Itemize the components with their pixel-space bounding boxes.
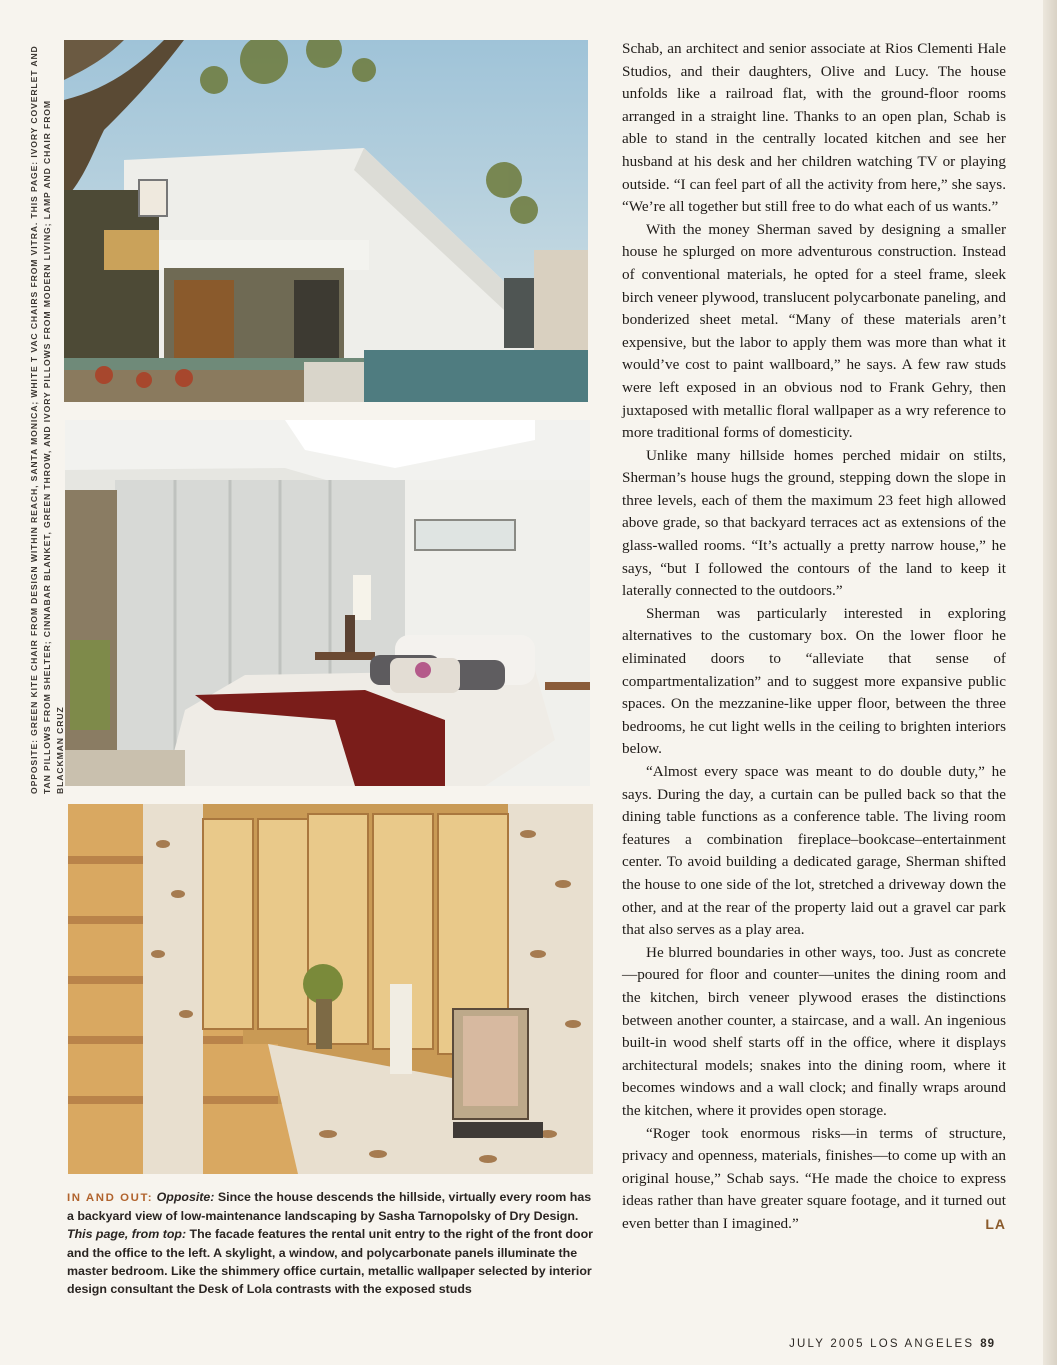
photo-caption [67,1188,595,1298]
caption-this-page-text: The facade features the rental unit entry to the right of the front door and the office to the left. A skylight, a window, and polycarbonate panels illuminate the master bedroom. Like the shimmery office curtain, metallic wallpaper selected by interior design consultant the Desk of Lola contrasts with the exposed studs [67,1227,593,1297]
article-paragraph: “Almost every space was meant to do double duty,” he says. During the day, a curtain can be pulled back so that the dining table functions as a conference table. The living room features a combination fireplace–bookcase–entertainment center. To avoid building a dedicated garage, Sherman shifted the house to one side of the lot, stretched a driveway down the other, and at the rear of the property laid out a gravel car park that also serves as a play area. [622,763,1006,939]
article-paragraph: He blurred boundaries in other ways, too. Just as concrete—poured for floor and counter—unites the dining room and the kitchen, birch veneer plywood erases the distinctions between another counter, a staircase, and a wall. An ingenious built-in wood shelf starts off in the office, where it displays architectural models; snakes into the dining room, where it becomes windows and a wall clock; and finally wraps around the kitchen, where it provides open storage. [622,943,1006,1119]
article-body [622,38,1006,1235]
article-paragraph: With the money Sherman saved by designing a smaller house he splurged on more adventurous construction. Instead of conventional materials, he opted for a steel frame, sleek birch veneer plywood, translucent polycarbonate paneling, and bonderized sheet metal. “Many of these materials aren’t expensive, but the labor to apply them was more than what it would’ve cost to paint wallboard,” he says. A few raw studs were left exposed in an obvious nod to Frank Gehry, then juxtaposed with metallic floral wallpaper as a wry reference to more traditional forms of domesticity. [622,220,1006,442]
caption-lead: IN AND OUT: [67,1192,154,1204]
caption-this-page-label: This page, from top: [67,1227,187,1242]
photo-credit: OPPOSITE: GREEN KITE CHAIR FROM DESIGN WITHIN REACH, SANTA MONICA; WHITE T VAC CHAIRS FROM VITRA. THIS PAGE: IVORY COVERLET AND TAN PILLOWS FROM SHELTER; CINNABAR BLANKET, GREEN THROW, AND IVORY PILLOWS FROM MODERN LIVING; LAMP AND CHAIR FROM BLACKMAN CRUZ [29,45,65,794]
folio-issue: JULY 2005 LOS ANGELES [789,1338,975,1350]
article-paragraph: Sherman was particularly interested in exploring alternatives to the customary box. On the lower floor he eliminated doors to “alleviate that sense of compartmentalization” and to suggest more expansive public spaces. On the mezzanine-like upper floor, between the three bedrooms, he cut light wells in the ceiling to brighten interiors below. [622,604,1006,758]
page-edge [1043,0,1057,1365]
caption-opposite-text: Since the house descends the hillside, virtually every room has a backyard view of low-maintenance landscaping by Sasha Tarnopolsky of Dry Design. [67,1190,592,1224]
caption-opposite-label: Opposite: [156,1190,215,1204]
article-paragraph: Schab, an architect and senior associate at Rios Clementi Hale Studios, and their daughters, Olive and Lucy. The house unfolds like a railroad flat, with the ground-floor rooms arranged in a straight line. Thanks to an open plan, Schab is able to stand in the centrally located kitchen and see her husband at his desk and her children watching TV or playing outside. “I can feel part of all the activity from here,” she says. “We’re all together but still free to do what each of us wants.” [622,40,1006,216]
facade-photo [64,40,588,402]
article-paragraph-text: “Roger took enormous risks—in terms of structure, privacy and openness, materials, finishes—to come up with an original house,” Schab says. “He made the choice to express ideas rather than have greater square footage, and it turned out even better than I imagined.” [622,1124,1006,1232]
bedroom-photo [65,420,590,786]
photo-credit-column [28,44,65,794]
end-mark: LA [985,1215,1006,1232]
page-number: 89 [980,1338,995,1350]
article-paragraph: Unlike many hillside homes perched midair on stilts, Sherman’s house hugs the ground, stepping down the slope in three levels, each of them the maximum 23 feet high allowed above grade, so that backyard terraces act as extensions of the glass-walled rooms. “It’s actually a pretty narrow house,” he says, “but I followed the contours of the land to keep it laterally connected to the outdoors.” [622,446,1006,600]
page-folio [789,1338,995,1350]
article-paragraph-last [622,1123,1006,1236]
stair-office-photo [68,804,593,1174]
